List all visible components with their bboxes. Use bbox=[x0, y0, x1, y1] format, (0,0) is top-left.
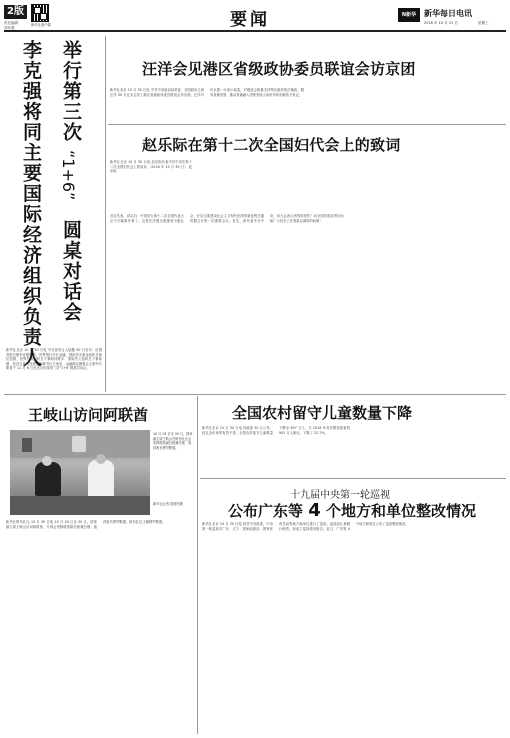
wang-qishan-photo bbox=[10, 430, 150, 515]
date-line: 2018 年 10 月 31 日 bbox=[424, 21, 458, 25]
li-title-col1: 李克强将同主要国际经济组织负责人 bbox=[20, 40, 42, 368]
li-title-col2c: 圆桌对话会 bbox=[60, 220, 82, 323]
mid-rule bbox=[4, 394, 506, 395]
col-divider bbox=[197, 396, 198, 734]
inspection-title bbox=[228, 500, 476, 521]
qr-code-icon[interactable] bbox=[32, 5, 48, 21]
zhao-intro: 新华社北京 10 月 30 日电 赵乐际代表中共中央在第十二次全国妇代会上的致词 （2018 年 10 月 30 日） 赵乐际 bbox=[110, 160, 192, 174]
children-title: 全国农村留守儿童数量下降 bbox=[232, 404, 413, 422]
wang-qishan-title: 王岐山访问阿联酋 bbox=[28, 406, 149, 424]
weekday: 星期三 bbox=[478, 21, 489, 25]
zhao-title: 赵乐际在第十二次全国妇代会上的致词 bbox=[142, 136, 401, 154]
editor-line1: 责任编辑 bbox=[4, 21, 18, 25]
li-divider bbox=[105, 36, 106, 392]
brand-logo: N新华 bbox=[398, 8, 420, 22]
wang-yang-rule bbox=[108, 124, 506, 125]
children-body: 新华社北京 10 月 30 日电 民政部 30 日公布，经过近年来的有效干预，全国农村留守儿童数量下降至 697 万人，与 2016 年首次摸底排查的 902 万人相比，下降了 22.7%。 bbox=[202, 426, 350, 435]
wang-yang-title: 汪洋会见港区省级政协委员联谊会访京团 bbox=[142, 60, 416, 78]
inspection-pretitle: 十九届中央第一轮巡视 bbox=[290, 490, 390, 501]
inspection-title-b: 个地方和单位整改情况 bbox=[326, 502, 477, 520]
zhao-body: 各位代表，同志们：中国妇女第十二次全国代表大会今天隆重开幕了。这是在决胜全面建成小康社会、开启全面建设社会主义现代化国家新征程关键时期召开的一次重要会议。首先，我代表中共中央，向大会表示热烈的祝贺！向全国各族各界妇女和广大妇女工作者致以诚挚的问候！ bbox=[110, 214, 344, 223]
inspection-body: 新华社北京 10 月 30 日电 经党中央批准，中央第一轮巡视对广东、辽宁、国家能源局、国家体育总局等地方和单位进行了巡视。巡视组认真履行职责，形成了巡视情况报告。近日，广东等 4 个地方和单位公布了巡视整改情况。 bbox=[202, 522, 409, 531]
qr-caption: 新华社客户端 bbox=[31, 23, 51, 27]
wang-qishan-body: 新华社阿布扎比 10 月 30 日电 10 月 29 日至 30 日，国家副主席王岐山访问阿联酋，分别会见阿联酋副总统兼总理、迪拜酋长穆罕默德，阿布扎比王储穆罕默德。 bbox=[6, 520, 166, 529]
paper-name: 新华每日电讯 bbox=[424, 9, 472, 18]
children-rule bbox=[200, 478, 506, 479]
li-body: 新华社北京 10 月 30 日电 外交部发言人陆慷 30 日宣布：应国务院总理李克强邀请，世界银行行长金墉、国际货币基金组织总裁拉加德、世界贸易组织总干事阿泽维多、国际劳工组织总干事莱德、经济合作与发展组织秘书长古里亚、金融稳定理事会主席夸尔斯将于 11 月 6 日在北京出席第三次“1+6”圆桌对话会。 bbox=[6, 348, 102, 371]
header-rule bbox=[4, 30, 506, 32]
wang-qishan-caption: 10 月 29 日至 30 日，国家副主席王岐山在阿布扎比会见阿联酋副总统兼总理、迪拜酋长穆罕默德。 bbox=[153, 432, 193, 450]
page-number-badge: 2版 bbox=[4, 5, 27, 19]
inspection-title-a: 公布广东等 bbox=[228, 502, 304, 520]
wang-yang-body: 新华社北京 10 月 30 日电 中共中央政治局常委、全国政协主席汪洋 30 日在京会见了港区省级政协委员联谊会访京团。汪洋对访京团一行表示欢迎，对联谊会积极支持特区政府依法施政、服务香港发展、推动香港融入国家发展大局所作的贡献给予肯定。 bbox=[110, 88, 304, 97]
editor-line2: 刘东强 bbox=[4, 26, 15, 30]
section-title: 要闻 bbox=[230, 10, 270, 30]
li-title-col2a: 举行第三次 bbox=[60, 40, 82, 143]
inspection-title-num: 4 bbox=[308, 500, 321, 521]
wang-qishan-credit: 新华社记者 饶爱民摄 bbox=[153, 502, 183, 506]
li-title-col2b: “1+6” bbox=[59, 150, 78, 201]
